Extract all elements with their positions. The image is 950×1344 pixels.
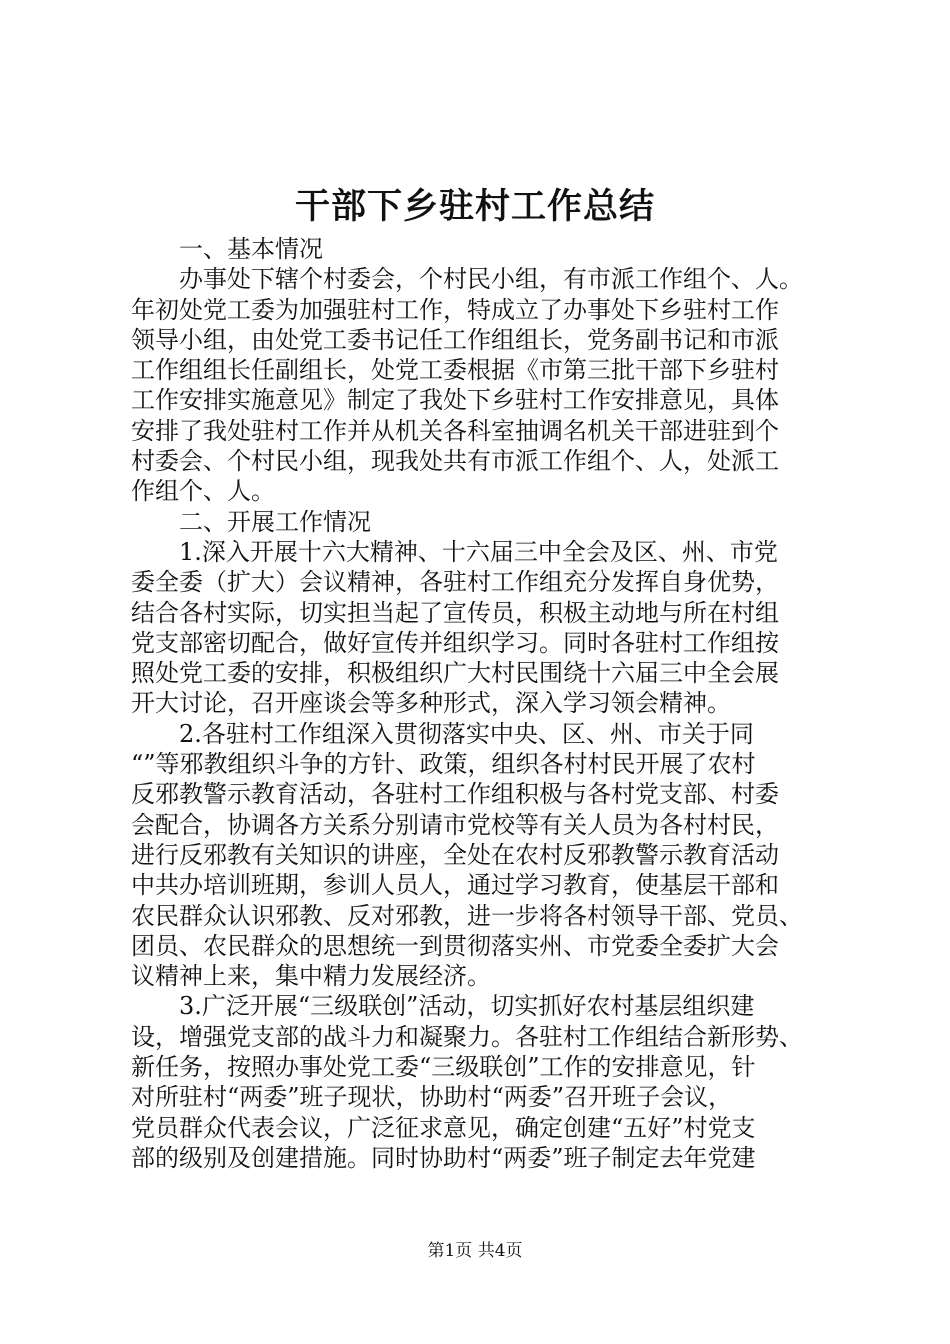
body-line: 领导小组，由处党工委书记任工作组组长，党务副书记和市派 [131,325,779,354]
body-line: 进行反邪教有关知识的讲座，全处在农村反邪教警示教育活动 [131,840,779,869]
body-line: 开大讨论，召开座谈会等多种形式，深入学习领会精神。 [131,689,731,718]
body-line: 对所驻村“两委”班子现状，协助村“两委”召开班子会议， [131,1083,733,1112]
body-line: 设，增强党支部的战斗力和凝聚力。各驻村工作组结合新形势、 [131,1022,803,1051]
body-line: 照处党工委的安排，积极组织广大村民围绕十六届三中全会展 [131,659,779,688]
body-line: “”等邪教组织斗争的方针、政策，组织各村村民开展了农村 [131,750,756,779]
body-line: 党支部密切配合，做好宣传并组织学习。同时各驻村工作组按 [131,628,779,657]
body-line: 办事处下辖个村委会，个村民小组，有市派工作组个、人。 [131,265,803,294]
body-line: 议精神上来，集中精力发展经济。 [131,962,491,991]
body-line: 作组个、人。 [131,477,275,506]
body-line: 新任务，按照办事处党工委“三级联创”工作的安排意见，针 [131,1053,756,1082]
body-line: 一、基本情况 [131,235,323,263]
document-body [131,234,833,1173]
body-line: 工作组组长任副组长，处党工委根据《市第三批干部下乡驻村 [131,356,779,385]
body-line: 年初处党工委为加强驻村工作，特成立了办事处下乡驻村工作 [131,295,779,324]
body-line: 结合各村实际，切实担当起了宣传员，积极主动地与所在村组 [131,598,779,627]
body-line: 反邪教警示教育活动，各驻村工作组积极与各村党支部、村委 [131,780,779,809]
body-line: 中共办培训班期，参训人员人，通过学习教育，使基层干部和 [131,871,779,900]
page-footer: 第1页 共4页 [427,1241,523,1261]
body-line: 3.广泛开展“三级联创”活动，切实抓好农村基层组织建 [131,992,755,1021]
body-line: 农民群众认识邪教、反对邪教，进一步将各村领导干部、党员、 [131,901,803,930]
body-line: 团员、农民群众的思想统一到贯彻落实州、市党委全委扩大会 [131,931,779,960]
body-line: 会配合，协调各方关系分别请市党校等有关人员为各村村民， [131,810,779,839]
body-line: 委全委（扩大）会议精神，各驻村工作组充分发挥自身优势， [131,568,779,597]
body-line: 党员群众代表会议，广泛征求意见，确定创建“五好”村党支 [131,1113,756,1142]
body-line: 1.深入开展十六大精神、十六届三中全会及区、州、市党 [131,537,778,566]
body-line: 2.各驻村工作组深入贯彻落实中央、区、州、市关于同 [131,719,754,748]
body-line: 安排了我处驻村工作并从机关各科室抽调名机关干部进驻到个 [131,416,779,445]
body-line: 二、开展工作情况 [131,507,371,536]
body-line: 村委会、个村民小组，现我处共有市派工作组个、人，处派工 [131,447,779,476]
body-line: 工作安排实施意见》制定了我处下乡驻村工作安排意见，具体 [131,386,779,415]
document-title: 干部下乡驻村工作总结 [294,186,655,227]
body-line: 部的级别及创建措施。同时协助村“两委”班子制定去年党建 [131,1143,756,1172]
